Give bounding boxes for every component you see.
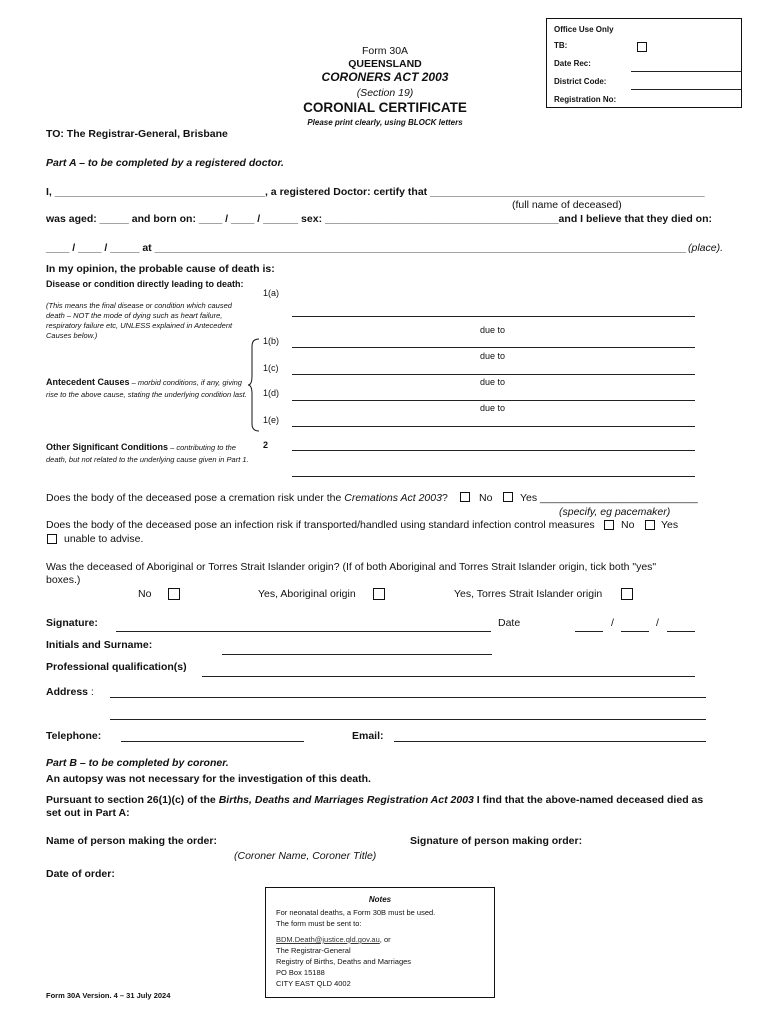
- signature-label: Signature:: [46, 617, 98, 629]
- full-name-note: (full name of deceased): [512, 199, 622, 211]
- notes-line-2: The form must be sent to:: [276, 919, 362, 928]
- print-instruction: Please print clearly, using BLOCK letters: [307, 118, 463, 127]
- initials-label: Initials and Surname:: [46, 639, 153, 651]
- due-to-3: due to: [480, 377, 506, 387]
- cause-1c-field[interactable]: [292, 374, 695, 375]
- address-field-1[interactable]: [110, 697, 706, 698]
- part-b-heading: Part B – to be completed by coroner.: [46, 757, 229, 769]
- other-conditions-label: Other Significant Conditions – contributing to the death, but not related to the underlying cause given in Part 1.: [46, 442, 249, 464]
- other-conditions-field-2[interactable]: [292, 476, 695, 477]
- aboriginal-no-label: No: [138, 588, 152, 600]
- notes-email-link[interactable]: BDM.Death@justice.qld.gov.au: [276, 935, 380, 944]
- disease-note: (This means the final disease or condition which caused death – NOT the mode of dying such as heart failure, respiratory failure etc, UNLESS explained in Antecedent Causes below.): [46, 301, 233, 340]
- date-day-field[interactable]: [575, 631, 603, 632]
- infection-unable-checkbox[interactable]: [47, 534, 57, 544]
- telephone-field[interactable]: [121, 741, 304, 742]
- cause-1b-label: 1(b): [263, 336, 280, 346]
- email-field[interactable]: [394, 741, 706, 742]
- date-month-field[interactable]: [621, 631, 649, 632]
- infection-question: Does the body of the deceased pose an infection risk if transported/handled using standard infection control measures: [46, 519, 595, 531]
- infection-no-checkbox[interactable]: [604, 520, 614, 530]
- death-date-place-line[interactable]: ____ / ____ / _____ at ___________________________________________________________________________________________: [46, 242, 686, 254]
- notes-line-1: For neonatal deaths, a Form 30B must be used.: [276, 908, 436, 917]
- office-use-title: Office Use Only: [554, 25, 614, 34]
- notes-title: Notes: [368, 895, 392, 904]
- notes-addr-2: Registry of Births, Deaths and Marriages: [276, 957, 412, 966]
- signature-field[interactable]: [116, 631, 491, 632]
- footer-version: Form 30A Version. 4 – 31 July 2024: [46, 991, 171, 1000]
- notes-box: [265, 887, 495, 998]
- form-number: Form 30A: [361, 45, 409, 57]
- cause-1e-label: 1(e): [263, 415, 280, 425]
- aboriginal-no-checkbox[interactable]: [168, 588, 180, 600]
- doctor-certify-line[interactable]: I, ____________________________________, a registered Doctor: certify that _______________________________________________: [46, 186, 705, 198]
- notes-addr-4: CITY EAST QLD 4002: [276, 979, 351, 988]
- cremation-no-label: No: [479, 492, 493, 504]
- due-to-1: due to: [480, 325, 506, 335]
- infection-yes-label: Yes: [661, 519, 679, 531]
- to-registrar: TO: The Registrar-General, Brisbane: [46, 128, 228, 140]
- date-sep-1: /: [611, 617, 614, 629]
- cause-1e-field[interactable]: [292, 426, 695, 427]
- office-use-box: [546, 18, 742, 108]
- date-sep-2: /: [656, 617, 659, 629]
- address-field-2[interactable]: [110, 719, 706, 720]
- section-heading: (Section 19): [356, 87, 414, 99]
- notes-email-line: BDM.Death@justice.qld.gov.au, or: [276, 935, 391, 944]
- cremation-no-checkbox[interactable]: [460, 492, 470, 502]
- disease-label: Disease or condition directly leading to death:: [46, 279, 244, 289]
- address-label: Address :: [46, 686, 94, 698]
- state-heading: QUEENSLAND: [348, 58, 422, 70]
- cause-1c-label: 1(c): [263, 363, 279, 373]
- cause-1d-field[interactable]: [292, 400, 695, 401]
- initials-field[interactable]: [222, 654, 492, 655]
- cause-1a-label: 1(a): [263, 288, 280, 298]
- autopsy-statement: An autopsy was not necessary for the investigation of this death.: [46, 773, 371, 785]
- due-to-4: due to: [480, 403, 506, 413]
- cause-1a-field[interactable]: [292, 316, 695, 317]
- aboriginal-yes-checkbox[interactable]: [373, 588, 385, 600]
- torres-yes-label: Yes, Torres Strait Islander origin: [454, 588, 603, 600]
- cremation-yes-line[interactable]: Yes ___________________________: [520, 492, 698, 504]
- cremation-yes-checkbox[interactable]: [503, 492, 513, 502]
- registration-no-label: Registration No:: [554, 95, 617, 104]
- due-to-2: due to: [480, 351, 506, 361]
- antecedent-causes-label: Antecedent Causes – morbid conditions, if any, giving rise to the above cause, stating the underlying condition last.: [46, 377, 247, 399]
- pursuant-statement: Pursuant to section 26(1)(c) of the Births, Deaths and Marriages Registration Act 2003 I find that the above-named deceased died as set out in Part A:: [46, 794, 704, 819]
- other-conditions-field-1[interactable]: [292, 450, 695, 451]
- date-year-field[interactable]: [667, 631, 695, 632]
- aboriginal-question: Was the deceased of Aboriginal or Torres Strait Islander origin? (If of both Aboriginal and Torres Strait Islander origin, tick both "yes" boxes.): [46, 561, 657, 586]
- specify-note: (specify, eg pacemaker): [559, 506, 671, 518]
- infection-yes-checkbox[interactable]: [645, 520, 655, 530]
- email-label: Email:: [352, 730, 384, 742]
- torres-yes-checkbox[interactable]: [621, 588, 633, 600]
- district-code-field[interactable]: [631, 89, 741, 90]
- sig-order-label: Signature of person making order:: [410, 835, 583, 847]
- qualification-field[interactable]: [202, 676, 695, 677]
- aboriginal-yes-label: Yes, Aboriginal origin: [258, 588, 356, 600]
- district-code-label: District Code:: [554, 77, 607, 86]
- notes-addr-1: The Registrar-General: [276, 946, 351, 955]
- cause-1b-field[interactable]: [292, 347, 695, 348]
- cause-2-label: 2: [263, 440, 269, 450]
- cremation-question: Does the body of the deceased pose a cremation risk under the Cremations Act 2003?: [46, 492, 448, 504]
- tb-label: TB:: [554, 41, 568, 50]
- date-rec-field[interactable]: [631, 71, 741, 72]
- act-heading: CORONERS ACT 2003: [321, 70, 449, 84]
- date-rec-label: Date Rec:: [554, 59, 591, 68]
- date-label: Date: [498, 617, 521, 629]
- telephone-label: Telephone:: [46, 730, 102, 742]
- infection-no-label: No: [621, 519, 635, 531]
- cause-1d-label: 1(d): [263, 388, 280, 398]
- place-label: (place).: [688, 242, 724, 254]
- page-title: CORONIAL CERTIFICATE: [303, 100, 467, 115]
- infection-unable-label: unable to advise.: [64, 533, 144, 545]
- part-a-heading: Part A – to be completed by a registered doctor.: [46, 157, 284, 169]
- coroner-name-note: (Coroner Name, Coroner Title): [234, 850, 377, 862]
- qualification-label: Professional qualification(s): [46, 661, 187, 673]
- notes-addr-3: PO Box 15188: [276, 968, 325, 977]
- opinion-heading: In my opinion, the probable cause of death is:: [46, 263, 275, 275]
- aged-born-line[interactable]: was aged: _____ and born on: ____ / ____ / ______ sex: ________________________________________and I believe that they died on:: [46, 213, 713, 225]
- tb-checkbox[interactable]: [637, 42, 647, 52]
- name-order-label: Name of person making the order:: [46, 835, 217, 847]
- date-order-label: Date of order:: [46, 868, 115, 880]
